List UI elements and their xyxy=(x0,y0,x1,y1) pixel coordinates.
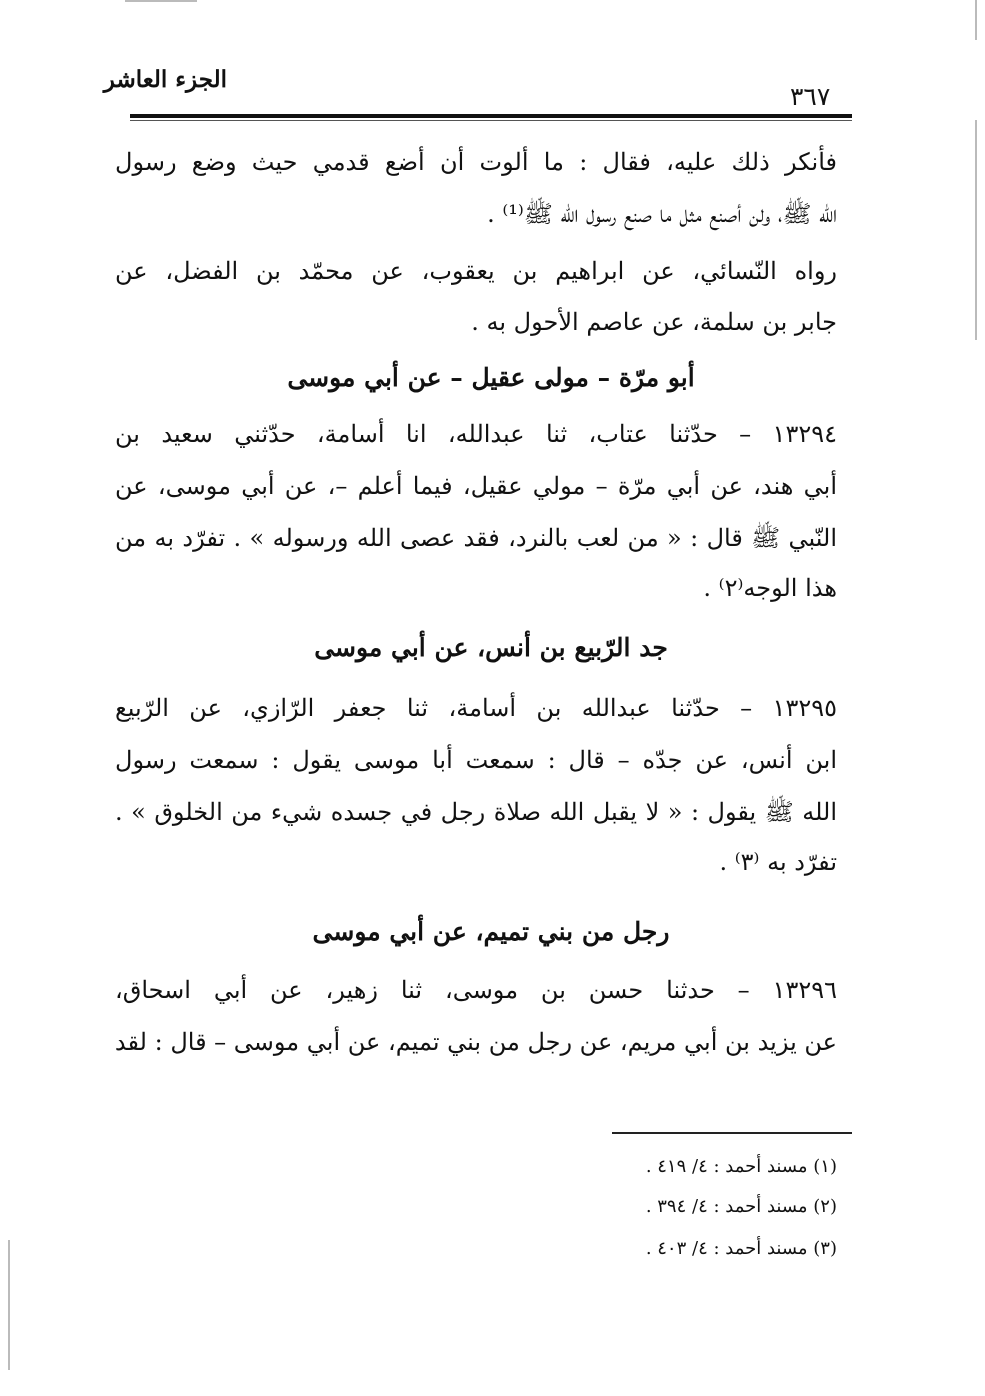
footnote: (٣) مسند أحمد : ٤/ ٤٠٣ . xyxy=(645,1238,837,1259)
paragraph-line: ١٣٢٩٦ – حدثنا حسن بن موسى، ثنا زهير، عن أبي اسحاق، xyxy=(115,976,837,1004)
paragraph-line: النّبي ﷺ قال : « من لعب بالنرد، فقد عصى الله ورسوله » . تفرّد به من xyxy=(115,524,837,552)
footnote: (٢) مسند أحمد : ٤/ ٣٩٤ . xyxy=(645,1196,837,1217)
paragraph-line: ١٣٢٩٤ – حدّثنا عتاب، ثنا عبدالله، انا أسامة، حدّثني سعيد بن xyxy=(115,420,837,448)
page-number: ٣٦٧ xyxy=(790,82,831,111)
paragraph-line: أبي هند، عن أبي مرّة – مولي عقيل، فيما أعلم –، عن أبي موسى، عن xyxy=(115,472,837,500)
paragraph-line: عن يزيد بن أبي مريم، عن رجل من بني تميم، عن أبي موسى – قال : لقد xyxy=(114,1028,837,1056)
section-heading: رجل من بني تميم، عن أبي موسى xyxy=(312,917,670,946)
paragraph-line: تفرّد به ⁽٣⁾ . xyxy=(719,848,837,876)
footnote-rule xyxy=(612,1132,852,1134)
paragraph-line: فأنكر ذلك عليه، فقال : ما ألوت أن أضع قدمي حيث وضع رسول xyxy=(115,148,837,176)
paragraph-line: رواه النّسائي، عن ابراهيم بن يعقوب، عن محمّد بن الفضل، عن xyxy=(115,257,837,285)
header-rule xyxy=(130,114,852,118)
paragraph-line: هذا الوجه⁽٢⁾ . xyxy=(703,574,837,602)
paragraph-line: الله ﷺ، ولن أصنع مثل ما صنع رسول الله ﷺ⁽¹⁾ . xyxy=(487,200,837,228)
header-rule-thin xyxy=(130,120,852,121)
section-heading: أبو مرّة – مولى عقيل – عن أبي موسى xyxy=(287,363,695,392)
running-header-title: الجزء العاشر xyxy=(103,66,227,93)
footnote: (١) مسند أحمد : ٤/ ٤١٩ . xyxy=(645,1156,837,1177)
paragraph-line: جابر بن سلمة، عن عاصم الأحول به . xyxy=(471,308,837,336)
paragraph-line: ١٣٢٩٥ – حدّثنا عبدالله بن أسامة، ثنا جعفر الرّازي، عن الرّبيع xyxy=(115,694,837,722)
section-heading: جد الرّبيع بن أنس، عن أبي موسى xyxy=(314,633,668,662)
paragraph-line: الله ﷺ يقول : « لا يقبل الله صلاة رجل في جسده شيء من الخلوق » . xyxy=(115,798,837,826)
paragraph-line: ابن أنس، عن جدّه – قال : سمعت أبا موسى يقول : سمعت رسول xyxy=(115,746,837,774)
